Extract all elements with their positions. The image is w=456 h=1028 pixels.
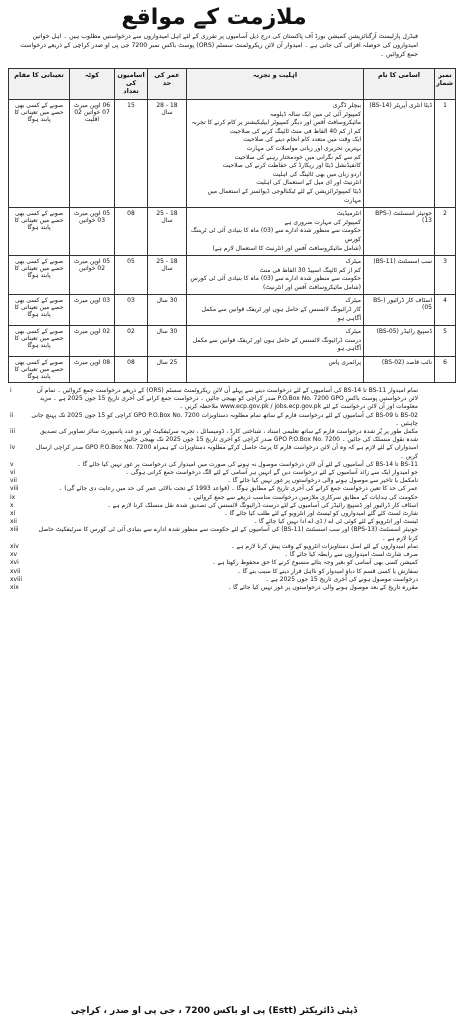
- qualification-item: کمپیوٹر کی مہارت ضروری ہے: [284, 218, 361, 226]
- note-text: جونیئر اسسٹنٹ (BPS-13) اور سب اسسٹنٹ (BS-11) کی آسامیوں کے لئے حکومت سے منظور شدہ ادارے سے بنیادی آئی ٹی کورس کا سرٹیفکیٹ حاصل کرنا لازم ہے ۔: [38, 526, 418, 542]
- cell-place: صوبے کے کسی بھی حصے میں تعیناتی کا پابند ہوگا: [9, 357, 70, 383]
- note-number: ii: [10, 411, 14, 419]
- qualification-item: انٹرنیٹ اور ای میل کے استعمال کی اہلیت: [256, 179, 361, 187]
- note-number: viii: [10, 485, 19, 493]
- qualification-item: پرائمری پاس: [328, 359, 361, 367]
- qualification-item: کم سے کم نگرانی میں خودمختار رہنے کی صلاحیت: [234, 153, 361, 161]
- cell-qualification: [187, 256, 364, 295]
- note-text: اسٹاف کار ڈرائیور اور ڈسپیچ رائیڈر کی آسامیوں کے لئے درست ڈرائیونگ لائسنس کی تصدیق شدہ نقل منسلک کرنا لازم ہے ۔: [107, 501, 418, 509]
- cell-quota: 05 اوپن میرٹ 02 خواتین: [70, 256, 115, 295]
- qualification-item: بہترین تحریری اور زبانی مواصلات کی مہارت: [246, 144, 361, 152]
- table-body: [9, 100, 456, 383]
- note-text: سفارش یا کسی قسم کا دباؤ امیدوار کو نااہل قرار دینے کا سبب بنے گا ۔: [237, 567, 418, 575]
- cell-post: ڈسپیچ رائیڈر (BS-05): [364, 326, 435, 357]
- note-item: [10, 494, 418, 502]
- cell-no: 3: [435, 256, 456, 295]
- jobs-table: [8, 68, 456, 383]
- cell-count: 05: [115, 256, 148, 295]
- cell-qualification: [187, 208, 364, 256]
- qualification-item: میٹرک: [345, 297, 361, 305]
- note-number: xviii: [10, 575, 23, 583]
- cell-count: 08: [115, 208, 148, 256]
- qualification-item: حکومت سے منظور شدہ ادارے سے (03) ماہ کا بنیادی آئی ٹی کورس: [190, 275, 361, 283]
- cell-age: 18 - 25 سال: [148, 208, 187, 256]
- note-text: BS-02 تا BS-09 کی آسامیوں کے لئے درخواست فارم کے ساتھ تمام مطلوبہ دستاویزات GPO P.O.Box No. 7200 کراچی کو 15 جون 2025 تک پہنچ جانی چاہئیں ۔: [31, 411, 418, 427]
- qualification-item: کمپیوٹر آئی ٹی میں ایک سالہ ڈپلومہ: [269, 110, 361, 118]
- note-item: [10, 412, 418, 428]
- note-number: xvii: [10, 567, 21, 575]
- note-number: i: [10, 387, 12, 395]
- note-number: x: [10, 501, 14, 509]
- qualification-item: (شامل مائیکروسافٹ آفس اور انٹرنیٹ کا استعمال لازم ہے): [212, 244, 361, 252]
- cell-quota: 02 اوپن میرٹ: [70, 326, 115, 357]
- cell-no: 1: [435, 100, 456, 208]
- note-text: حکومت کی ہدایات کے مطابق سرکاری ملازمین درخواست مناسب ذریعے سے جمع کروائیں ۔: [188, 493, 418, 501]
- cell-count: 03: [115, 295, 148, 326]
- header-quota: کوٹہ: [70, 69, 115, 100]
- note-text: عمر کی حد کا تعین درخواست جمع کرانے کی آخری تاریخ کے مطابق ہوگا ۔ (قواعد 1993 کے تحت بالائی عمر کی حد میں رعایت دی جائے گی) ۔: [58, 485, 418, 493]
- table-row: [9, 326, 456, 357]
- qualification-item: ایک وقت میں متعدد کام انجام دینے کی صلاحیت: [243, 136, 361, 144]
- job-advertisement: [4, 4, 453, 1020]
- note-text: صرف شارٹ لسٹ امیدواروں سے رابطہ کیا جائے گا ۔: [284, 551, 418, 559]
- ad-title: ملازمت کے مواقع: [121, 5, 307, 30]
- qualification-item: انٹرمیڈیٹ: [336, 210, 361, 218]
- note-number: vii: [10, 477, 17, 485]
- qualification-item: درست ڈرائیونگ لائسنس کے حامل ہوں اور ٹریفک قوانین سے مکمل آگاہی ہو: [192, 336, 361, 353]
- cell-post: نائب قاصد (BS-02): [364, 357, 435, 383]
- note-text: نامکمل یا تاخیر سے موصول ہونے والی درخواستوں پر غور نہیں کیا جائے گا ۔: [227, 477, 418, 485]
- note-item: [10, 444, 418, 460]
- qualification-item: اردو زبان میں بھی ٹائپنگ کی اہلیت: [272, 170, 361, 178]
- cell-age: 30 سال: [148, 295, 187, 326]
- cell-qualification: [187, 326, 364, 357]
- note-text: BS-11 تا BS-14 کی آسامیوں کے لئے آن لائن درخواست موصول نہ ہونے کی صورت میں امیدوار کی درخواست پر غور نہیں کیا جائے گا ۔: [77, 460, 418, 468]
- qualification-item: حکومت سے منظور شدہ ادارے سے (03) ماہ کا بنیادی آئی ٹی ٹریننگ کورس: [191, 227, 361, 243]
- note-item: [10, 428, 418, 444]
- cell-age: 30 سال: [148, 326, 187, 357]
- note-number: xv: [10, 551, 18, 559]
- cell-post: جونیئر اسسٹنٹ (BPS-13): [364, 208, 435, 256]
- header-age: عمر کی حد: [148, 69, 187, 100]
- note-item: [10, 387, 418, 412]
- note-text: ٹیسٹ اور انٹرویو کے لئے کوئی ٹی اے / ڈی اے ادا نہیں کیا جائے گا ۔: [253, 518, 418, 526]
- header-place: تعیناتی کا مقام: [9, 69, 70, 100]
- table-row: [9, 100, 456, 208]
- note-item: [10, 568, 418, 576]
- note-number: v: [10, 460, 14, 468]
- cell-no: 4: [435, 295, 456, 326]
- note-number: iv: [10, 444, 16, 452]
- note-number: xvi: [10, 559, 19, 567]
- cell-age: 18 - 28 سال: [148, 100, 187, 208]
- header-post: اسامی کا نام: [364, 69, 435, 100]
- header-no: نمبر شمار: [435, 69, 456, 100]
- note-item: [10, 543, 418, 551]
- note-item: [10, 502, 418, 510]
- header-count: اسامیوں کی تعداد: [115, 69, 148, 100]
- cell-place: صوبے کے کسی بھی حصے میں تعیناتی کا پابند ہوگا: [9, 295, 70, 326]
- note-item: [10, 559, 418, 567]
- note-number: xix: [10, 583, 19, 591]
- cell-count: 08: [115, 357, 148, 383]
- note-number: xii: [10, 518, 17, 526]
- note-text: تمام امیدوار BS-11 تا BS-14 کی آسامیوں کے لئے درخواست دینے سے پہلے آن لائن ریکروٹمنٹ سسٹم (ORS) کے ذریعے درخواست جمع کروائیں ۔ تمام آن لائن درخواستیں پوسٹ باکس P.O.Box No. 7200 GPO صدر کراچی کو بھیجی جائیں ۔ درخواست جمع کرانے کی آخری تاریخ 15 جون 2025 ہے ۔ مزید معلومات اور آن لائن درخواست کے لئے www.ecp.gov.pk / jobs.ecp.gov.pk ملاحظہ کریں ۔: [36, 387, 418, 411]
- cell-no: 6: [435, 357, 456, 383]
- table-row: [9, 357, 456, 383]
- cell-place: صوبے کے کسی بھی حصے میں تعیناتی کا پابند ہوگا: [9, 208, 70, 256]
- qualification-item: (شامل مائیکروسافٹ آفس اور انٹرنیٹ): [262, 283, 361, 291]
- cell-place: صوبے کے کسی بھی حصے میں تعیناتی کا پابند ہوگا: [9, 100, 70, 208]
- ad-intro: فیڈرل پارلیمنٹ آرگنائزیشن کمیشن بورڈ آف پاکستان کی درج ذیل آسامیوں پر تقرری کے لئے اہل امیدواروں سے درخواستیں مطلوب ہیں ۔ اہل خواتین امیدواروں کی حوصلہ افزائی کی جاتی ہے ۔ امیدوار آن لائن ریکروٹمنٹ سسٹم (ORS) پوسٹ باکس نمبر 7200 جی پی او صدر کراچی کے ذریعے درخواست جمع کروائیں ۔: [20, 33, 418, 58]
- note-text: تمام امیدواروں کے لئے اصل دستاویزات انٹرویو کے وقت پیش کرنا لازم ہے ۔: [231, 542, 418, 550]
- cell-post: ڈیٹا انٹری آپریٹر (BS-14): [364, 100, 435, 208]
- cell-no: 2: [435, 208, 456, 256]
- note-text: جو امیدوار ایک سے زائد آسامیوں کے لئے درخواست دیں گے انہیں ہر آسامی کے لئے الگ درخواست جمع کرانی ہوگی ۔: [125, 469, 418, 477]
- table-header-row: [9, 69, 456, 100]
- cell-post: اسٹاف کار ڈرائیور (BS-05): [364, 295, 435, 326]
- note-text: شارٹ لسٹ کئے گئے امیدواروں کو ٹیسٹ اور انٹرویو کے لئے طلب کیا جائے گا ۔: [224, 510, 418, 518]
- note-number: xiii: [10, 526, 19, 534]
- qualification-item: میٹرک: [345, 258, 361, 266]
- cell-qualification: [187, 357, 364, 383]
- cell-qualification: [187, 100, 364, 208]
- note-item: [10, 526, 418, 542]
- cell-quota: 08 اوپن میرٹ: [70, 357, 115, 383]
- cell-post: سب اسسٹنٹ (BS-11): [364, 256, 435, 295]
- notes-list: [4, 383, 424, 592]
- qualification-item: بیچلر ڈگری: [332, 102, 361, 109]
- note-number: xi: [10, 510, 16, 518]
- qualification-item: کم از کم ٹائپنگ اسپیڈ 30 الفاظ فی منٹ: [259, 266, 361, 274]
- table-row: [9, 295, 456, 326]
- note-item: [10, 576, 418, 584]
- note-number: vi: [10, 469, 16, 477]
- note-text: مقررہ تاریخ کے بعد موصول ہونے والی درخواستوں پر غور نہیں کیا جائے گا ۔: [227, 583, 418, 591]
- cell-count: 02: [115, 326, 148, 357]
- header-qualification: اہلیت و تجربہ: [187, 69, 364, 100]
- note-item: [10, 485, 418, 493]
- note-text: درخواست موصول ہونے کی آخری تاریخ 15 جون 2025 ہے ۔: [265, 575, 418, 583]
- qualification-item: مائیکروسافٹ آفس اور دیگر کمپیوٹر ایپلیکیشنز پر کام کرنے کا تجربہ: [191, 119, 361, 127]
- note-number: xiv: [10, 542, 19, 550]
- signature-line: ڈپٹی ڈائریکٹر (Estt) پی او باکس 7200 ، جی پی او صدر ، کراچی: [70, 1006, 358, 1016]
- note-number: iii: [10, 428, 16, 436]
- note-text: امیدواران کے لئے لازم ہے کہ وہ آن لائن درخواست فارم کا پرنٹ حاصل کرکے مطلوبہ دستاویزات کے ہمراہ GPO P.O.Box No. 7200 صدر کراچی ارسال کریں ۔: [36, 444, 418, 460]
- cell-count: 15: [115, 100, 148, 208]
- qualification-item: میٹرک: [345, 328, 361, 336]
- cell-age: 25 سال: [148, 357, 187, 383]
- qualification-item: کار ڈرائیونگ لائسنس کے حامل ہوں اور ٹریفک قوانین سے مکمل آگاہی ہو: [201, 306, 361, 322]
- table-row: [9, 208, 456, 256]
- table-row: [9, 256, 456, 295]
- cell-quota: 03 اوپن میرٹ: [70, 295, 115, 326]
- note-item: [10, 461, 418, 469]
- cell-no: 5: [435, 326, 456, 357]
- note-text: مکمل طور پر پُر شدہ درخواست فارم کے ساتھ تعلیمی اسناد ، شناختی کارڈ ، ڈومیسائل ، تجربہ سرٹیفکیٹ اور دو عدد پاسپورٹ سائز تصاویر کی تصدیق شدہ نقول منسلک کی جائیں ۔ GPO P.O.Box No. 7200 صدر کراچی کو آخری تاریخ 15 جون 2025 تک بھیجی جائیں ۔: [40, 428, 418, 444]
- note-text: کمیشن کسی بھی آسامی کو بغیر وجہ بتائے منسوخ کرنے کا حق محفوظ رکھتا ہے ۔: [212, 559, 418, 567]
- cell-age: 18 - 25 سال: [148, 256, 187, 295]
- note-item: [10, 584, 418, 592]
- note-number: ix: [10, 493, 16, 501]
- qualification-item: کانفیڈنشل ڈیٹا اور ریکارڈ کی حفاظت کرنے کی صلاحیت: [222, 162, 361, 170]
- qualification-item: ڈیٹا کمپیوٹرائزیشن کے لئے ٹیکنالوجی ڈیوائسز کے استعمال میں مہارت: [207, 187, 361, 204]
- cell-place: صوبے کے کسی بھی حصے میں تعیناتی کا پابند ہوگا: [9, 326, 70, 357]
- cell-quota: 05 اوپن میرٹ 03 خواتین: [70, 208, 115, 256]
- cell-place: صوبے کے کسی بھی حصے میں تعیناتی کا پابند ہوگا: [9, 256, 70, 295]
- qualification-item: کم از کم 40 الفاظ فی منٹ ٹائپنگ کرنے کی صلاحیت: [229, 127, 361, 135]
- cell-qualification: [187, 295, 364, 326]
- cell-quota: 06 اوپن میرٹ 07 خواتین 02 اقلیت: [70, 100, 115, 208]
